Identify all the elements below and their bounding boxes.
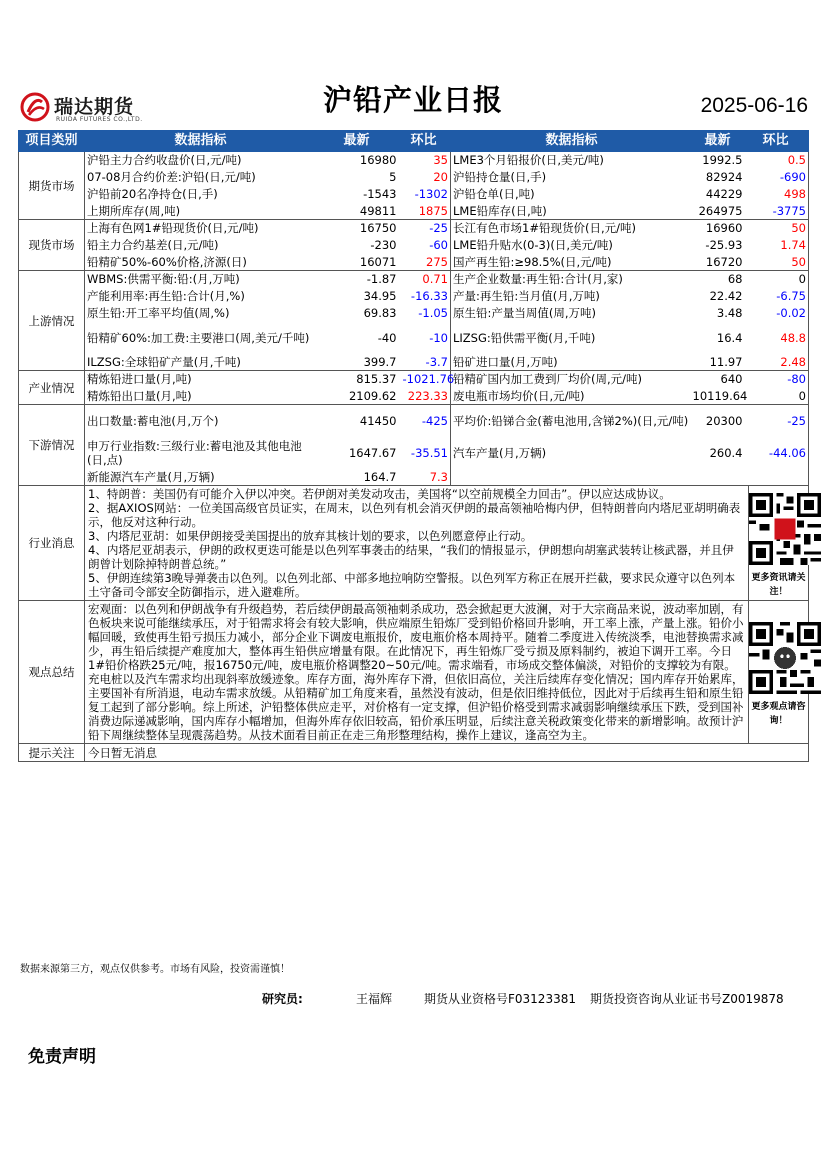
indicator-change: 7.3 (403, 469, 451, 486)
report-date: 2025-06-16 (700, 94, 808, 117)
header-change-right: 环比 (749, 131, 809, 152)
indicator-name: 申万行业指数:三级行业:蓄电池及其他电池(日,点) (85, 437, 317, 469)
table-row (19, 237, 809, 254)
category-news: 行业消息 (19, 486, 85, 601)
indicator-value: 2109.62 (317, 388, 403, 405)
indicator-name: LME铅升贴水(0-3)(日,美元/吨) (451, 237, 693, 254)
indicator-value: 260.4 (709, 445, 743, 460)
indicator-name: 铅精矿50%-60%价格,济源(日) (85, 254, 317, 271)
indicator-value: 22.42 (709, 289, 743, 303)
indicator-name: 沪铅持仓量(日,手) (451, 169, 693, 186)
news-item: 5、伊朗连续第3晚导弹袭击以色列。以色列北部、中部多地拉响防空警报。以色列军方称正在展开拦截，要求民众遵守以色列本土守备司令部安全防御指示，进入避难所。 (88, 571, 736, 599)
viewpoint-qr-cell (749, 601, 809, 744)
table-row (19, 203, 809, 220)
indicator-name: 沪铅主力合约收盘价(日,元/吨) (85, 152, 317, 169)
indicator-name: 铅矿进口量(月,万吨) (451, 354, 693, 371)
table-row (19, 220, 809, 237)
indicator-name: 汽车产量(月,万辆) (451, 437, 693, 469)
category-upstream: 上游情况 (19, 271, 85, 371)
indicator-name: 新能源汽车产量(月,万辆) (85, 469, 317, 486)
qualification-number: 期货从业资格号F03123381 (424, 992, 576, 1006)
indicator-name: 长江有色市场1#铅现货价(日,元/吨) (451, 220, 693, 237)
table-row (19, 271, 809, 288)
category-tips: 提示关注 (19, 744, 85, 762)
viewpoint-text: 宏观面：以色列和伊朗战争有升级趋势，若后续伊朗最高领袖刺杀成功，恐会掀起更大波澜，对于大宗商品来说，波动率加剧，有色板块来说可能继续承压，对于铅需求将会有较大影响，供应端原生铅炼厂受到铅价格回升影响，开工率上涨，产量上涨。铅价小幅回暖，致使再生铅亏损压力减小，部分企业下调废电瓶报价，废电瓶价格本周持平。随着二季度进入传统淡季，电池替换需求减少，再生铅后续提产难度加大，整体再生铅供应增量有限。在此情况下，再生铅炼厂受亏损及原料制约，被迫下调开工率。今日1#铅价格跌25元/吨，报16750元/吨，废电瓶价格调整20~50元/吨。需求端看，市场成交整体偏淡，对铅价的支撑较为有限。充电桩以及汽车需求均出现斜率放缓迹象。库存方面，海外库存下滑，但依旧高位，关注后续库存变化情况；国内库存开始累库，主要国补有所消退，电动车需求放缓。从铅精矿加工角度来看，虽然没有波动，但是依旧维持低位，因此对于后续再生铅和原生铅复工起到了部分影响。综上所述，沪铅整体供应走平，对价格有一定支撑，但沪铅价格受到需求减弱影响继续承压下跌，受到国补消费边际递减影响，国内库存小幅增加，但海外库存依旧较高，铅价承压明显，后续注意关税政策变化带来的新增影响。故预计沪铅下周继续整体呈现震荡趋势。从技术面看目前正在走三角形整理结构，操作上建议，逢高空为主。 (88, 602, 744, 742)
indicator-name: 上海有色网1#铅现货价(日,元/吨) (85, 220, 317, 237)
indicator-change: 48.8 (749, 322, 809, 354)
news-item: 2、据AXIOS网站：一位美国高级官员证实，在周末，以色列有机会消灭伊朗的最高领袖哈梅内伊，但特朗普向内塔尼亚胡明确表示，他反对这种行动。 (88, 501, 741, 529)
indicator-change: 223.33 (403, 388, 451, 405)
indicator-change: -0.02 (749, 305, 809, 322)
disclaimer-heading: 免责声明 (28, 1047, 96, 1067)
news-item: 3、内塔尼亚胡：如果伊朗接受美国提出的放弃其核计划的要求，以色列愿意停止行动。 (88, 529, 533, 543)
news-qr-cell (749, 486, 809, 601)
indicator-name: 沪铅仓单(日,吨) (451, 186, 693, 203)
tips-row (19, 744, 809, 762)
qr-code-icon (749, 493, 821, 565)
table-row (19, 469, 809, 486)
indicator-change: -3.7 (403, 354, 451, 371)
news-item: 4、内塔尼亚胡表示，伊朗的政权更迭可能是以色列军事袭击的结果，“我们的情报显示，伊朗想向胡塞武装转让核武器，并且伊朗曾计划除掉特朗普总统。” (88, 543, 734, 571)
indicator-change: 20 (403, 169, 451, 186)
indicator-value: 69.83 (363, 306, 397, 320)
indicator-name: 产量:再生铅:当月值(月,万吨) (451, 288, 693, 305)
indicator-value: 5 (389, 170, 397, 184)
viewpoint-content (85, 601, 749, 744)
indicator-name: 原生铅:产量当周值(周,万吨) (451, 305, 693, 322)
indicator-value: 10119.64 (692, 388, 748, 403)
indicator-change: -1021.76 (402, 372, 455, 387)
table-row (19, 152, 809, 169)
indicator-change: 0 (749, 388, 809, 405)
indicator-name: 废电瓶市场均价(日,元/吨) (451, 388, 693, 405)
indicator-value: 16960 (705, 221, 743, 236)
indicator-name: 平均价:铅锑合金(蓄电池用,含锑2%)(日,元/吨) (451, 405, 693, 437)
indicator-change: 50 (749, 254, 809, 271)
indicator-change: -3775 (749, 203, 809, 220)
category-viewpoint: 观点总结 (19, 601, 85, 744)
indicator-value: 3.48 (716, 306, 743, 320)
header-indicator-right: 数据指标 (451, 131, 693, 152)
indicator-name: 精炼铅进口量(月,吨) (85, 371, 317, 388)
indicator-value: -25.93 (705, 238, 743, 252)
indicator-change: -6.75 (749, 288, 809, 305)
indicator-name: 铅主力合约基差(日,元/吨) (85, 237, 317, 254)
indicator-name: ILZSG:全球铅矿产量(月,千吨) (85, 354, 317, 371)
indicator-name: LME铅库存(日,吨) (451, 203, 693, 220)
indicator-change: 35 (403, 152, 451, 169)
indicator-value: 11.97 (693, 354, 749, 371)
indicator-change: 1.74 (749, 237, 809, 254)
indicator-change (749, 469, 809, 486)
table-row (19, 254, 809, 271)
viewpoint-qr-caption: 更多观点请咨询！ (751, 702, 806, 726)
indicator-change: -35.51 (403, 437, 451, 469)
category-industry: 产业情况 (19, 371, 85, 405)
table-row (19, 388, 809, 405)
indicator-change: -60 (403, 237, 451, 254)
indicator-value: -1543 (363, 187, 397, 201)
header-indicator-left: 数据指标 (85, 131, 317, 152)
table-row (19, 169, 809, 186)
indicator-value: 1992.5 (702, 153, 743, 168)
indicator-change: -25 (403, 220, 451, 237)
indicator-value: 16.4 (716, 330, 743, 345)
indicator-value: 49811 (317, 203, 403, 220)
indicator-change: 275 (403, 254, 451, 271)
indicator-value: 68 (727, 272, 743, 287)
indicator-value: -40 (377, 330, 397, 345)
indicator-name: 国产再生铅:≥98.5%(日,元/吨) (451, 254, 693, 271)
indicator-value: 1647.67 (348, 445, 397, 460)
logo-english: RUIDA FUTURES CO.,LTD. (56, 116, 143, 123)
indicator-change: 1875 (403, 203, 451, 220)
viewpoint-row (19, 601, 809, 744)
indicator-name: 产能利用率:再生铅:合计(月,%) (85, 288, 317, 305)
header-latest-left: 最新 (317, 131, 403, 152)
indicator-value: 16750 (359, 221, 397, 236)
header-change-left: 环比 (403, 131, 451, 152)
news-content (85, 486, 749, 601)
indicator-change: -10 (403, 322, 451, 354)
indicator-value: 264975 (693, 203, 749, 220)
indicator-value (693, 469, 749, 486)
indicator-value: -230 (370, 238, 397, 252)
table-row (19, 437, 809, 469)
indicator-value: 164.7 (317, 469, 403, 486)
indicator-change: 2.48 (749, 354, 809, 371)
tips-content: 今日暂无消息 (85, 744, 809, 762)
consult-license-number: 期货投资咨询从业证书号Z0019878 (590, 992, 784, 1006)
data-table (18, 130, 809, 762)
indicator-value: 16071 (317, 254, 403, 271)
indicator-value: 44229 (705, 187, 743, 201)
indicator-value: 82924 (705, 170, 743, 184)
indicator-name: LIZSG:铅供需平衡(月,千吨) (451, 322, 693, 354)
header-category: 项目类别 (19, 131, 85, 152)
indicator-change: -80 (749, 371, 809, 388)
table-header-row (19, 131, 809, 152)
indicator-name: 07-08月合约价差:沪铅(日,元/吨) (85, 169, 317, 186)
indicator-change: -25 (749, 405, 809, 437)
logo-text: 瑞达期货 (54, 96, 135, 118)
indicator-value: 16720 (693, 254, 749, 271)
table-row (19, 305, 809, 322)
news-row (19, 486, 809, 601)
indicator-value: -1.87 (366, 272, 397, 287)
header-latest-right: 最新 (693, 131, 749, 152)
indicator-value: 399.7 (317, 354, 403, 371)
wechat-qr-code-icon (749, 622, 821, 694)
indicator-value: 34.95 (363, 289, 397, 303)
category-futures: 期货市场 (19, 152, 85, 220)
indicator-change: -1302 (403, 186, 451, 203)
indicator-name: WBMS:供需平衡:铅:(月,万吨) (85, 271, 317, 288)
indicator-name: 出口数量:蓄电池(月,万个) (85, 405, 317, 437)
indicator-change: -425 (403, 405, 451, 437)
table-row (19, 288, 809, 305)
indicator-change: -44.06 (749, 437, 809, 469)
indicator-change: -1.05 (403, 305, 451, 322)
indicator-value: 16980 (359, 153, 397, 168)
news-qr-caption: 更多资讯请关注！ (751, 573, 806, 597)
researcher-name: 王福辉 (356, 992, 393, 1006)
page-title: 沪铅产业日报 (322, 83, 503, 117)
category-spot: 现货市场 (19, 220, 85, 271)
indicator-name (451, 469, 693, 486)
table-row (19, 371, 809, 388)
report-header (18, 78, 808, 130)
researcher-label: 研究员: (262, 992, 303, 1006)
table-row (19, 354, 809, 371)
indicator-name: 铅精矿国内加工费到厂均价(周,元/吨) (451, 371, 693, 388)
indicator-value: 815.37 (356, 372, 397, 387)
risk-note: 数据来源第三方，观点仅供参考。市场有风险，投资需谨慎！ (20, 964, 290, 975)
indicator-name: 生产企业数量:再生铅:合计(月,家) (451, 271, 693, 288)
table-row (19, 186, 809, 203)
indicator-change: 498 (749, 186, 809, 203)
indicator-change: 0.71 (403, 271, 451, 288)
table-row (19, 405, 809, 437)
category-downstream: 下游情况 (19, 405, 85, 486)
indicator-name: 沪铅前20名净持仓(日,手) (85, 186, 317, 203)
indicator-name: 精炼铅出口量(月,吨) (85, 388, 317, 405)
indicator-name: LME3个月铅报价(日,美元/吨) (451, 152, 693, 169)
indicator-value: 41450 (359, 413, 397, 428)
indicator-value: 640 (720, 372, 743, 387)
news-item: 1、特朗普：美国仍有可能介入伊以冲突。若伊朗对美发动攻击，美国将“以空前规模全力回击”。伊以应达成协议。 (88, 487, 671, 501)
indicator-name: 原生铅:开工率平均值(周,%) (85, 305, 317, 322)
indicator-change: -16.33 (403, 288, 451, 305)
indicator-name: 上期所库存(周,吨) (85, 203, 317, 220)
indicator-change: 50 (749, 220, 809, 237)
indicator-change: -690 (749, 169, 809, 186)
indicator-change: 0 (749, 271, 809, 288)
indicator-value: 20300 (705, 413, 743, 428)
table-row (19, 322, 809, 354)
indicator-name: 铅精矿60%:加工费:主要港口(周,美元/千吨) (85, 322, 317, 354)
indicator-change: 0.5 (749, 152, 809, 169)
